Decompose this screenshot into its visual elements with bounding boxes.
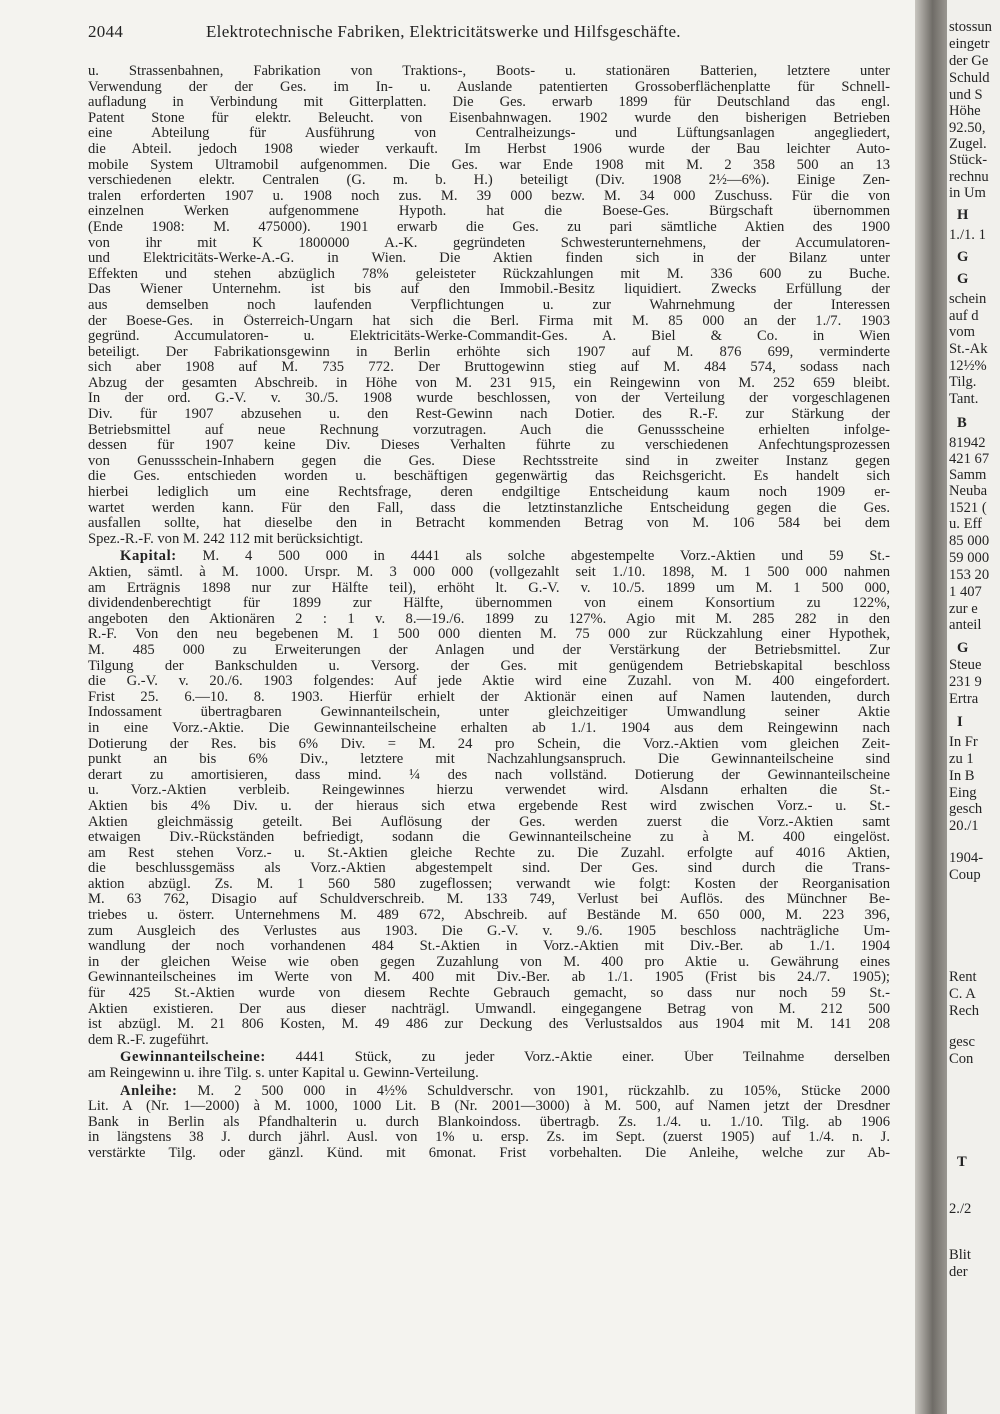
kapital-line: am Rest stehen Vorz.- u. St.-Aktien gleiche Rechte zu. Die Zuzahl. erfolgte auf 4016 Aktien, bbox=[88, 845, 890, 861]
adjacent-page-fragment: St.-Ak bbox=[949, 341, 988, 357]
adjacent-page-fragment: G bbox=[957, 640, 969, 656]
adjacent-page-fragment: 12½% bbox=[949, 358, 987, 374]
kapital-line: in eine Vorz.-Aktie. Die Gewinnanteilscheine erhalten ab 1./1. 1904 aus dem Reingewinn nach bbox=[88, 720, 890, 736]
adjacent-page-fragment: Ertra bbox=[949, 691, 979, 707]
adjacent-page-fragment: u. Eff bbox=[949, 516, 982, 532]
adjacent-page-fragment: T bbox=[957, 1154, 967, 1170]
kapital-line: Aktien existieren. Der aus dieser nachträgl. Umwandl. eingegangene Betrag von M. 212 500 bbox=[88, 1001, 890, 1017]
kapital-line: Indossament übertragbaren Gewinnanteilschein, unter gleichzeitiger Umwandlung seiner Aktie bbox=[88, 705, 890, 721]
kapital-line: angeboten den Aktionären 2 : 1 v. 8.—19./6. 1899 zu 127%. Agio mit M. 285 282 in den bbox=[88, 611, 890, 627]
paragraph-line: Patent Stone für elektr. Beleucht. von Eisenbahnwagen. 1902 wurde den bisherigen Betrieben bbox=[88, 110, 890, 126]
adjacent-page-fragment: Eing bbox=[949, 785, 977, 801]
adjacent-page-fragment: 92.50, bbox=[949, 120, 986, 136]
adjacent-page-fragment: der bbox=[949, 1264, 968, 1280]
paragraph-line: wartet werden kann. Für den Fall, dass die letztinstanzliche Entscheidung gegen die Ges. bbox=[88, 500, 890, 516]
paragraph-line: mobile System Ultramobil aufgenommen. Die Ges. war Ende 1908 mit M. 2 358 500 an 13 bbox=[88, 157, 890, 173]
adjacent-page-fragment: G bbox=[957, 271, 969, 287]
adjacent-page-fragment: 421 67 bbox=[949, 451, 990, 467]
adjacent-page-fragment: eingetr bbox=[949, 36, 990, 52]
kapital-line: punkt an bis 6% Div., letztere mit Nachzahlungsanspruch. Die Gewinnanteilscheine sind bbox=[88, 752, 890, 768]
kapital-line: die G.-V. v. 20./6. 1903 folgendes: Auf jede Aktie wird eine Zuzahl. von M. 400 eingefordert. bbox=[88, 674, 890, 690]
adjacent-page-fragment: 231 9 bbox=[949, 674, 982, 690]
adjacent-page-fragment: Schuld bbox=[949, 70, 990, 86]
kapital-line: Dotierung der Res. bis 6% Div. = M. 24 pro Schein, die Vorz.-Aktien vom gleichen Zeit- bbox=[88, 736, 890, 752]
paragraph-line: von ihr mit K 1800000 A.-K. gegründeten Schwesterunternehmens, der Accumulatoren- bbox=[88, 235, 890, 251]
anleihe-line: Lit. A (Nr. 1—2000) à M. 1000, 1000 Lit. B (Nr. 2001—3000) à M. 500, auf Namen jetzt der Dresdner bbox=[88, 1099, 890, 1115]
adjacent-page-strip bbox=[947, 0, 1000, 1414]
adjacent-page-fragment: 1521 ( bbox=[949, 500, 987, 516]
adjacent-page-fragment: Höhe bbox=[949, 103, 981, 119]
paragraph-line: Effekten und stehen abzüglich 78% geleisteter Rückzahlungen mit M. 336 600 zu Buche. bbox=[88, 266, 890, 282]
paragraph-line: hierbei lediglich um eine Rechtsfrage, deren endgiltige Entscheidung kaum noch 1909 er- bbox=[88, 485, 890, 501]
paragraph-line: Abzug der gesamten Abschreib. in Höhe von M. 231 915, ein Reingewinn von M. 252 659 bleibt. bbox=[88, 375, 890, 391]
kapital-line: Tilgung der Bankschulden u. Versorg. der Ges. mit genügendem Betriebskapital beschloss bbox=[88, 658, 890, 674]
running-title: Elektrotechnische Fabriken, Elektricitätswerke und Hilfsgeschäfte. bbox=[206, 22, 681, 41]
kapital-line: Aktien gleichmässig geteilt. Bei Auflösung der Ges. werden zuerst die Vorz.-Aktien samt bbox=[88, 814, 890, 830]
adjacent-page-fragment: auf d bbox=[949, 308, 979, 324]
paragraph-line: dessen für 1907 keine Div. Dieses Verhalten führte zu verschiedenen Anfechtungsprozessen bbox=[88, 438, 890, 454]
paragraph-line: In der ord. G.-V. v. 30./5. 1908 wurde beschlossen, von der Verteilung der vorgeschlagenen bbox=[88, 391, 890, 407]
kapital-line: Frist 25. 6.—10. 8. 1903. Hierfür erhielt der Aktionär einen auf Namen lautenden, durch bbox=[88, 689, 890, 705]
book-gutter bbox=[915, 0, 947, 1414]
adjacent-page-fragment: G bbox=[957, 249, 969, 265]
kapital-line: wandlung der noch vorhandenen 484 St.-Aktien in Vorz.-Aktien mit Div.-Ber. ab 1./1. 1904 bbox=[88, 939, 890, 955]
kapital-line: R.-F. Von den neu begebenen M. 1 500 000 dienten M. 75 000 zur Rückzahlung einer Hypothek, bbox=[88, 627, 890, 643]
adjacent-page-fragment: anteil bbox=[949, 617, 982, 633]
kapital-line: ist abzügl. M. 21 806 Kosten, M. 49 486 zur Deckung des Verlustsaldos aus 1904 mit M. 141 208 bbox=[88, 1017, 890, 1033]
kapital-line: etwaigen Div.-Rückständen befriedigt, sodann die Gewinnanteilscheine zu à M. 400 eingelöst. bbox=[88, 830, 890, 846]
adjacent-page-fragment: 1904- bbox=[949, 850, 984, 866]
adjacent-page-fragment: In Fr bbox=[949, 734, 978, 750]
kapital-line: Gewinnanteilscheines im Werte von M. 400 mit Div.-Ber. ab 1./1. 1905 (Frist bis 24./7. 1905); bbox=[88, 970, 890, 986]
section-heading: Gewinnanteilscheine: bbox=[120, 1050, 266, 1066]
page-number: 2044 bbox=[88, 22, 124, 41]
paragraph-line: von Genussschein-Inhabern gegen die Ges. Diese Rechtsstreite sind in zweiter Instanz gegen bbox=[88, 453, 890, 469]
paragraph-line: gegründ. Accumulatoren- u. Elektricitäts-Werke-Commandit-Ges. A. Biel & Co. in Wien bbox=[88, 329, 890, 345]
paragraph-line: Das Wiener Unternehm. ist bis auf den Immobil.-Besitz liquidiert. Zwecks Erfüllung der bbox=[88, 282, 890, 298]
section-first-line-text: M. 4 500 000 in 4441 als solche abgestempelte Vorz.-Aktien und 59 St.- bbox=[176, 549, 890, 565]
adjacent-page-fragment: 1./1. 1 bbox=[949, 227, 986, 243]
kapital-line: M. 63 762, Disagio auf Schuldverschreib. M. 133 749, Verlust bei Auflös. des Münchner Be- bbox=[88, 892, 890, 908]
section-heading: Anleihe: bbox=[120, 1083, 178, 1099]
adjacent-page-fragment: gesc bbox=[949, 1034, 975, 1050]
adjacent-page-fragment: Samm bbox=[949, 467, 987, 483]
body-text bbox=[88, 64, 890, 1162]
kapital-line: für 425 St.-Aktien wurde von diesem Rechte Gebrauch gemacht, so dass nur noch 59 St.- bbox=[88, 986, 890, 1002]
adjacent-page-fragment: Tilg. bbox=[949, 374, 977, 390]
adjacent-page-fragment: In B bbox=[949, 768, 975, 784]
gewinnanteilscheine-section-line bbox=[88, 1050, 890, 1066]
adjacent-page-fragment: Blit bbox=[949, 1247, 971, 1263]
paragraph-line: und Elektricitäts-Werke-A.-G. in Wien. Die Aktien finden sich in der Bilanz unter bbox=[88, 251, 890, 267]
adjacent-page-fragment: Rech bbox=[949, 1003, 979, 1019]
paragraph-line: Spez.-R.-F. von M. 242 112 mit berücksichtigt. bbox=[88, 531, 364, 547]
anleihe-section-line bbox=[88, 1084, 890, 1100]
adjacent-page-fragment: Rent bbox=[949, 969, 977, 985]
adjacent-page-fragment: 81942 bbox=[949, 435, 986, 451]
kapital-line: M. 485 000 zu Erweiterungen der Anlagen und der Verstärkung der Betriebsmittel. Zur bbox=[88, 642, 890, 658]
adjacent-page-fragment: zu 1 bbox=[949, 751, 974, 767]
paragraph-line: tralen erforderten 1907 u. 1908 noch zus. M. 39 000 bezw. M. 34 000 Zuschuss. Für die von bbox=[88, 188, 890, 204]
adjacent-page-fragment: Stück- bbox=[949, 152, 988, 168]
paragraph-line: sich aber 1908 auf M. 735 772. Der Bruttogewinn stieg auf M. 484 574, sodass nach bbox=[88, 360, 890, 376]
adjacent-page-fragment: I bbox=[957, 714, 963, 730]
adjacent-page-fragment: der Ge bbox=[949, 53, 989, 69]
paragraph-line: beteiligt. Der Fabrikationsgewinn in Berlin erhöhte sich 1907 auf M. 876 699, verminderte bbox=[88, 344, 890, 360]
paragraph-line: Div. für 1907 abzusehen u. den Rest-Gewinn nach Dotier. des R.-F. zur Stärkung der bbox=[88, 407, 890, 423]
adjacent-page-fragment: Zugel. bbox=[949, 136, 987, 152]
paragraph-line: (Ende 1908: M. 475000). 1901 erwarb die Ges. zu pari sämtliche Aktien des 1900 bbox=[88, 219, 890, 235]
adjacent-page-fragment: und S bbox=[949, 87, 983, 103]
adjacent-page-fragment: 59 000 bbox=[949, 550, 990, 566]
adjacent-page-fragment: H bbox=[957, 207, 969, 223]
adjacent-page-fragment: Con bbox=[949, 1051, 974, 1067]
adjacent-page-fragment: gesch bbox=[949, 801, 983, 817]
kapital-line: am Erträgnis 1898 nur zur Hälfte teil), erhöht lt. G.-V. v. 10./5. 1899 um M. 1 500 000, bbox=[88, 580, 890, 596]
adjacent-page-fragment: 153 20 bbox=[949, 567, 990, 583]
adjacent-page-fragment: 20./1 bbox=[949, 818, 979, 834]
section-first-line-text: 4441 Stück, zu jeder Vorz.-Aktie einer. Über Teilnahme derselben bbox=[265, 1050, 890, 1066]
kapital-line: derart zu amortisieren, dass mind. ¼ des nach vollständ. Dotierung der Gewinnanteilscheine bbox=[88, 767, 890, 783]
adjacent-page-fragment: rechnu bbox=[949, 169, 989, 185]
paragraph-line: die Ges. entschieden worden u. beschäftigen gegenwärtig das Reichsgericht. Es handelt sich bbox=[88, 469, 890, 485]
kapital-line: dividendenberechtigt für 1899 zur Hälfte, übernommen von einem Konsortium zu 122%, bbox=[88, 596, 890, 612]
kapital-line: triebes u. österr. Unternehmens M. 489 672, Abschreib. auf Bestände M. 650 000, M. 223 396, bbox=[88, 908, 890, 924]
adjacent-page-fragment: 2./2 bbox=[949, 1201, 972, 1217]
paragraph-line: die Abteil. jedoch 1908 wieder verkauft. Im Herbst 1906 wurde der Bau leichter Auto- bbox=[88, 141, 890, 157]
paragraph-line: der Boese-Ges. in Österreich-Ungarn hat sich die Berl. Firma mit M. 85 000 an der 1./7. 1903 bbox=[88, 313, 890, 329]
kapital-line: in der gleichen Weise wie oben gegen Zuzahlung von M. 400 pro Aktie u. Gewährung eines bbox=[88, 954, 890, 970]
adjacent-page-fragment: Coup bbox=[949, 867, 981, 883]
adjacent-page-fragment: stossun bbox=[949, 19, 992, 35]
paragraph-line: aus demselben noch laufenden Verpflichtungen u. zur Wahrnehmung der Interessen bbox=[88, 297, 890, 313]
anleihe-line: in längstens 38 J. durch jährl. Ausl. von 1% u. ersp. Zs. im Sept. (zuerst 1905) auf 1./4. n. J. bbox=[88, 1130, 890, 1146]
adjacent-page-fragment: 1 407 bbox=[949, 584, 982, 600]
adjacent-page-fragment: schein bbox=[949, 291, 987, 307]
adjacent-page-fragment: zur e bbox=[949, 601, 978, 617]
anleihe-line: Bank in Berlin als Pfandhalterin u. durch Blankoindoss. übertragb. Zs. 1./4. u. 1./10. Tilg. ab 1906 bbox=[88, 1114, 890, 1130]
kapital-line: dem R.-F. zugeführt. bbox=[88, 1032, 209, 1048]
paragraph-line: aufladung in Verbindung mit Gitterplatten. Die Ges. erwarb 1899 für Deutschland das engl. bbox=[88, 95, 890, 111]
paragraph-line: Verwendung der der Ges. im In- u. Auslande patentierten Grossoberflächenplatte für Schnell- bbox=[88, 79, 890, 95]
paragraph-line: ausfallen sollte, hat dieselbe den in Betracht kommenden Betrag von M. 106 584 bei dem bbox=[88, 516, 890, 532]
adjacent-page-fragment: vom bbox=[949, 324, 975, 340]
adjacent-page-fragment: Steue bbox=[949, 657, 982, 673]
anleihe-line: verstärkte Tilg. oder gänzl. Künd. mit 6monat. Frist vorbehalten. Die Anleihe, welche zur Ab- bbox=[88, 1145, 890, 1161]
section-heading: Kapital: bbox=[120, 549, 177, 565]
adjacent-page-fragment: in Um bbox=[949, 185, 986, 201]
paragraph-line: eine Abteilung für Ausführung von Centralheizungs- und Lüftungsanlagen angegliedert, bbox=[88, 126, 890, 142]
paragraph-line: einzelnen Werken aufgenommene Hypoth. hat die Boese-Ges. Bürgschaft übernommen bbox=[88, 204, 890, 220]
adjacent-page-fragment: Neuba bbox=[949, 483, 988, 499]
adjacent-page-fragment: B bbox=[957, 415, 967, 431]
kapital-line: aktion abzügl. Zs. M. 1 560 580 zugeflossen; verwandt wie folgt: Kosten der Reorganisation bbox=[88, 876, 890, 892]
adjacent-page-fragment: Tant. bbox=[949, 391, 979, 407]
kapital-section-line bbox=[88, 549, 890, 565]
paragraph-line: verschiedenen elektr. Centralen (G. m. b. H.) beteiligt (Div. 1908 2½—6%). Einige Zen- bbox=[88, 173, 890, 189]
kapital-line: u. Vorz.-Aktien verbleib. Reingewinnes hierzu verwendet wird. Alsdann erhalten die St.- bbox=[88, 783, 890, 799]
kapital-line: die beschlussgemäss als Vorz.-Aktien abgestempelt sind. Der Ges. sind durch die Trans- bbox=[88, 861, 890, 877]
paragraph-line: Betriebsmittel auf neue Rechnung vorzutragen. Auch die Genussscheine erhielten infolge- bbox=[88, 422, 890, 438]
adjacent-page-fragment: C. A bbox=[949, 986, 976, 1002]
section-first-line-text: M. 2 500 000 in 4½% Schuldverschr. von 1901, rückzahlb. zu 105%, Stücke 2000 bbox=[177, 1083, 890, 1099]
gewinnanteilscheine-line: am Reingewinn u. ihre Tilg. s. unter Kapital u. Gewinn-Verteilung. bbox=[88, 1066, 479, 1081]
adjacent-page-fragment: 85 000 bbox=[949, 533, 990, 549]
kapital-line: zum Ausgleich des Verlustes aus 1903. Die G.-V. v. 9./6. 1905 beschloss nachträgliche Um- bbox=[88, 923, 890, 939]
kapital-line: Aktien, sämtl. à M. 1000. Urspr. M. 3 000 000 (vollgezahlt seit 1./10. 1898, M. 1 500 000 nahmen bbox=[88, 565, 890, 580]
kapital-line: Aktien bis 4% Div. u. der hieraus sich etwa ergebende Rest wird zwischen Vorz.- u. St.- bbox=[88, 798, 890, 814]
paragraph-line: u. Strassenbahnen, Fabrikation von Traktions-, Boots- u. stationären Batterien, letztere unter bbox=[88, 64, 890, 79]
